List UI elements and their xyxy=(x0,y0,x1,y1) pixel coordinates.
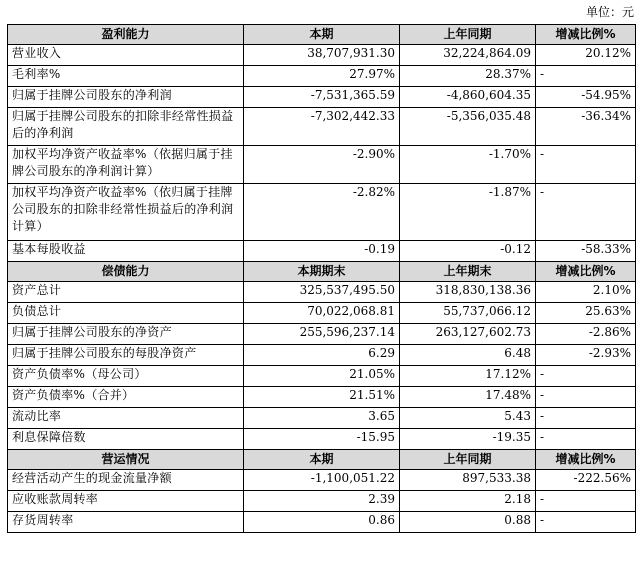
table-row xyxy=(8,241,636,262)
column-header: 本期 xyxy=(244,450,400,470)
table-row xyxy=(8,491,636,512)
unit-label: 单位：元 xyxy=(585,5,634,19)
row-label: 归属于挂牌公司股东的每股净资产 xyxy=(8,345,244,366)
row-label: 营业收入 xyxy=(8,45,244,66)
change-ratio: -54.95% xyxy=(536,87,636,108)
change-ratio: -222.56% xyxy=(536,470,636,491)
table-row xyxy=(8,66,636,87)
table-row xyxy=(8,282,636,303)
change-ratio: - xyxy=(536,512,636,533)
prior-value: 318,830,138.36 xyxy=(400,282,536,303)
column-header: 增减比例% xyxy=(536,262,636,282)
prior-value: -4,860,604.35 xyxy=(400,87,536,108)
row-label: 归属于挂牌公司股东的净资产 xyxy=(8,324,244,345)
column-header: 本期期末 xyxy=(244,262,400,282)
current-value: -0.19 xyxy=(244,241,400,262)
column-header: 营运情况 xyxy=(8,450,244,470)
table-row xyxy=(8,366,636,387)
current-value: 21.51% xyxy=(244,387,400,408)
prior-value: 6.48 xyxy=(400,345,536,366)
prior-value: 17.48% xyxy=(400,387,536,408)
prior-value: -19.35 xyxy=(400,429,536,450)
column-header: 上年期末 xyxy=(400,262,536,282)
row-label: 毛利率% xyxy=(8,66,244,87)
table-row xyxy=(8,470,636,491)
column-header: 上年同期 xyxy=(400,25,536,45)
section-header-row xyxy=(8,262,636,282)
current-value: -7,302,442.33 xyxy=(244,108,400,146)
table-row xyxy=(8,324,636,345)
prior-value: -1.70% xyxy=(400,146,536,184)
row-label: 经营活动产生的现金流量净额 xyxy=(8,470,244,491)
current-value: 0.86 xyxy=(244,512,400,533)
current-value: 6.29 xyxy=(244,345,400,366)
change-ratio: - xyxy=(536,408,636,429)
section-header-row xyxy=(8,450,636,470)
current-value: 325,537,495.50 xyxy=(244,282,400,303)
column-header: 上年同期 xyxy=(400,450,536,470)
prior-value: -0.12 xyxy=(400,241,536,262)
change-ratio: - xyxy=(536,184,636,241)
change-ratio: - xyxy=(536,66,636,87)
row-label: 利息保障倍数 xyxy=(8,429,244,450)
change-ratio: - xyxy=(536,387,636,408)
table-row xyxy=(8,184,636,241)
current-value: 3.65 xyxy=(244,408,400,429)
table-row xyxy=(8,45,636,66)
row-label: 资产负债率%（母公司） xyxy=(8,366,244,387)
column-header: 增减比例% xyxy=(536,25,636,45)
current-value: -7,531,365.59 xyxy=(244,87,400,108)
current-value: -15.95 xyxy=(244,429,400,450)
current-value: 27.97% xyxy=(244,66,400,87)
change-ratio: - xyxy=(536,429,636,450)
row-label: 基本每股收益 xyxy=(8,241,244,262)
prior-value: 28.37% xyxy=(400,66,536,87)
column-header: 盈利能力 xyxy=(8,25,244,45)
change-ratio: 2.10% xyxy=(536,282,636,303)
table-row xyxy=(8,429,636,450)
prior-value: 0.88 xyxy=(400,512,536,533)
change-ratio: -2.93% xyxy=(536,345,636,366)
current-value: 70,022,068.81 xyxy=(244,303,400,324)
table-row xyxy=(8,345,636,366)
table-row xyxy=(8,87,636,108)
row-label: 资产总计 xyxy=(8,282,244,303)
current-value: 255,596,237.14 xyxy=(244,324,400,345)
column-header: 本期 xyxy=(244,25,400,45)
row-label: 归属于挂牌公司股东的净利润 xyxy=(8,87,244,108)
change-ratio: - xyxy=(536,146,636,184)
row-label: 负债总计 xyxy=(8,303,244,324)
table-row xyxy=(8,512,636,533)
change-ratio: - xyxy=(536,366,636,387)
prior-value: 263,127,602.73 xyxy=(400,324,536,345)
prior-value: -1.87% xyxy=(400,184,536,241)
change-ratio: -2.86% xyxy=(536,324,636,345)
current-value: -1,100,051.22 xyxy=(244,470,400,491)
current-value: 2.39 xyxy=(244,491,400,512)
prior-value: -5,356,035.48 xyxy=(400,108,536,146)
column-header: 增减比例% xyxy=(536,450,636,470)
financial-indicators-table xyxy=(7,24,636,533)
row-label: 流动比率 xyxy=(8,408,244,429)
change-ratio: 20.12% xyxy=(536,45,636,66)
current-value: 38,707,931.30 xyxy=(244,45,400,66)
column-header: 偿债能力 xyxy=(8,262,244,282)
change-ratio: - xyxy=(536,491,636,512)
row-label: 归属于挂牌公司股东的扣除非经常性损益后的净利润 xyxy=(8,108,244,146)
change-ratio: 25.63% xyxy=(536,303,636,324)
table-row xyxy=(8,146,636,184)
prior-value: 5.43 xyxy=(400,408,536,429)
prior-value: 55,737,066.12 xyxy=(400,303,536,324)
current-value: 21.05% xyxy=(244,366,400,387)
section-header-row xyxy=(8,25,636,45)
row-label: 资产负债率%（合并） xyxy=(8,387,244,408)
row-label: 加权平均净资产收益率%（依归属于挂牌公司股东的扣除非经常性损益后的净利润计算） xyxy=(8,184,244,241)
current-value: -2.90% xyxy=(244,146,400,184)
row-label: 应收账款周转率 xyxy=(8,491,244,512)
prior-value: 32,224,864.09 xyxy=(400,45,536,66)
change-ratio: -58.33% xyxy=(536,241,636,262)
prior-value: 2.18 xyxy=(400,491,536,512)
current-value: -2.82% xyxy=(244,184,400,241)
row-label: 加权平均净资产收益率%（依据归属于挂牌公司股东的净利润计算） xyxy=(8,146,244,184)
prior-value: 897,533.38 xyxy=(400,470,536,491)
row-label: 存货周转率 xyxy=(8,512,244,533)
table-row xyxy=(8,303,636,324)
prior-value: 17.12% xyxy=(400,366,536,387)
change-ratio: -36.34% xyxy=(536,108,636,146)
table-row xyxy=(8,108,636,146)
table-row xyxy=(8,387,636,408)
table-row xyxy=(8,408,636,429)
